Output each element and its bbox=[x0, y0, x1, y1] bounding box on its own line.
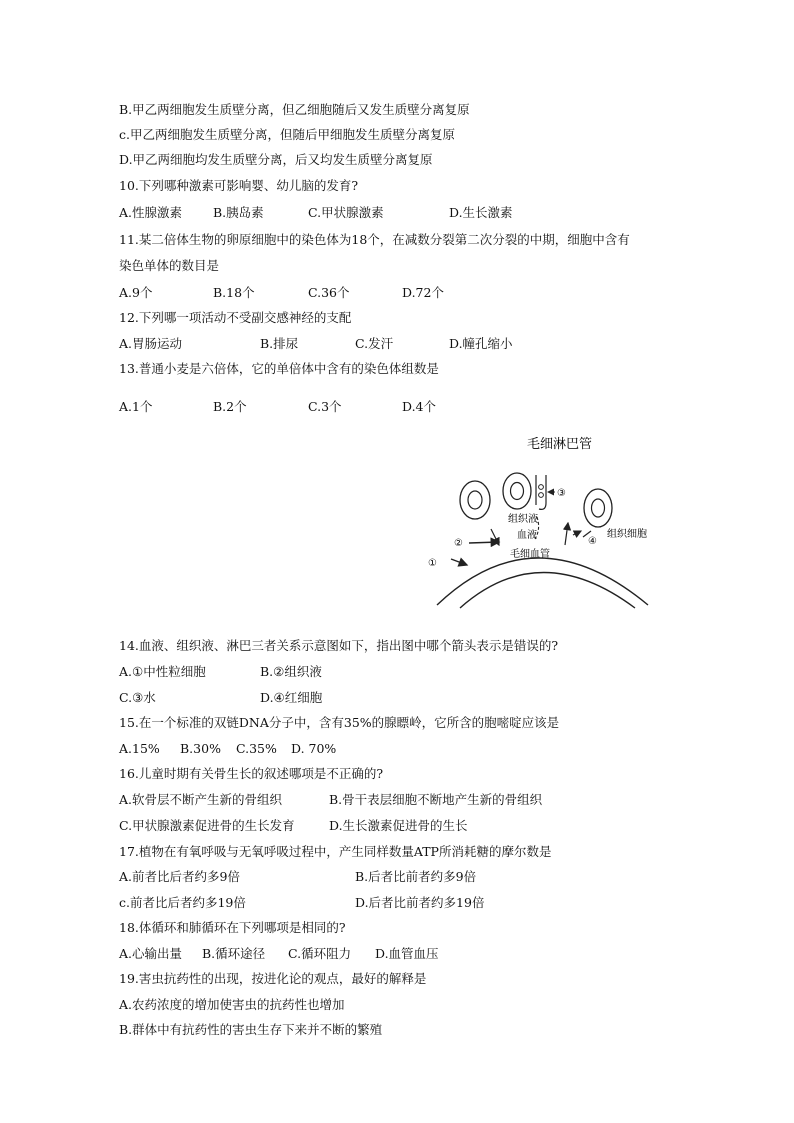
q9-option-b: B.甲乙两细胞发生质壁分离，但乙细胞随后又发生质壁分离复原 bbox=[119, 102, 470, 117]
q19-stem: 19.害虫抗药性的出现，按进化论的观点，最好的解释是 bbox=[119, 971, 427, 986]
q18-option-c: C.循环阻力 bbox=[288, 946, 352, 961]
q15-stem: 15.在一个标准的双链DNA分子中，含有35%的腺瞟岭，它所含的胞嘧啶应该是 bbox=[119, 715, 560, 730]
q17-option-d: D.后者比前者约多19倍 bbox=[355, 895, 485, 910]
q13-option-c: C.3个 bbox=[308, 399, 342, 414]
q14-option-a: A.①中性粒细胞 bbox=[119, 664, 206, 679]
q18-stem: 18.体循环和肺循环在下列哪项是相同的? bbox=[119, 920, 346, 935]
q14-option-b: B.②组织液 bbox=[260, 664, 322, 679]
q11-option-d: D.72个 bbox=[402, 285, 444, 300]
q18-option-b: B.循环途径 bbox=[202, 946, 266, 961]
q16-option-a: A.软骨层不断产生新的骨组织 bbox=[119, 792, 283, 807]
label-n2: ② bbox=[454, 538, 463, 549]
q16-stem: 16.儿童时期有关骨生长的叙述哪项是不正确的? bbox=[119, 766, 384, 781]
q10-option-a: A.性腺激素 bbox=[119, 205, 183, 220]
q13-option-b: B.2个 bbox=[213, 399, 247, 414]
q12-stem: 12.下列哪一项活动不受副交感神经的支配 bbox=[119, 310, 352, 325]
arrow-4 bbox=[565, 523, 568, 545]
arrow-2 bbox=[469, 542, 499, 543]
q17-stem: 17.植物在有氧呼吸与无氧呼吸过程中，产生同样数量ATP所消耗糖的摩尔数是 bbox=[119, 844, 552, 859]
q10-stem: 10.下列哪种激素可影响婴、幼儿脑的发育? bbox=[119, 178, 359, 193]
q15-option-d: D. 70% bbox=[291, 741, 337, 756]
q10-option-d: D.生长激素 bbox=[449, 205, 513, 220]
q17-option-a: A.前者比后者约多9倍 bbox=[119, 869, 240, 884]
q13-stem: 13.普通小麦是六倍体，它的单倍体中含有的染色体组数是 bbox=[119, 361, 439, 376]
q17-option-b: B.后者比前者约多9倍 bbox=[355, 869, 477, 884]
label-tissue-cell: 组织细胞 bbox=[607, 529, 647, 540]
figure-title: 毛细淋巴管 bbox=[527, 437, 593, 452]
q9-option-c: c.甲乙两细胞发生质壁分离，但随后甲细胞发生质壁分离复原 bbox=[119, 127, 455, 142]
tissue-cell-3 bbox=[584, 489, 612, 527]
q11-option-a: A.9个 bbox=[119, 285, 153, 300]
q14-option-c: C.③水 bbox=[119, 690, 156, 705]
label-capillary: 毛细血管 bbox=[510, 549, 550, 560]
q14-stem: 14.血液、组织液、淋巴三者关系示意图如下，指出图中哪个箭头表示是错误的? bbox=[119, 638, 559, 653]
q11-stem-cont: 染色单体的数目是 bbox=[119, 258, 220, 273]
q15-option-b: B.30% bbox=[180, 741, 221, 756]
q10-option-c: C.甲状腺激素 bbox=[308, 205, 384, 220]
q15-option-c: C.35% bbox=[236, 741, 277, 756]
q9-option-d: D.甲乙两细胞均发生质壁分离，后又均发生质壁分离复原 bbox=[119, 152, 433, 167]
q12-option-d: D.幢孔缩小 bbox=[449, 336, 513, 351]
q15-option-a: A.15% bbox=[119, 741, 160, 756]
label-n4: ④ bbox=[588, 536, 597, 547]
label-n1: ① bbox=[428, 558, 437, 569]
label-n3: ③ bbox=[557, 488, 566, 499]
q12-option-c: C.发汗 bbox=[355, 336, 394, 351]
arrow-1 bbox=[451, 559, 467, 565]
q16-option-c: C.甲状腺激素促进骨的生长发育 bbox=[119, 818, 295, 833]
q19-option-a: A.农药浓度的增加使害虫的抗药性也增加 bbox=[119, 997, 345, 1012]
tissue-cell-2 bbox=[503, 473, 531, 509]
q16-option-b: B.骨干表层细胞不断地产生新的骨组织 bbox=[329, 792, 543, 807]
capillary-outer-wall bbox=[437, 558, 648, 605]
q19-option-b: B.群体中有抗药性的害虫生存下来并不断的繁殖 bbox=[119, 1022, 383, 1037]
q11-stem: 11.某二倍体生物的卵原细胞中的染色体为18个，在减数分裂第二次分裂的中期，细胞中含有 bbox=[119, 232, 630, 247]
blood-lymph-diagram bbox=[415, 425, 665, 610]
q12-option-b: B.排尿 bbox=[260, 336, 299, 351]
q13-option-a: A.1个 bbox=[119, 399, 153, 414]
label-tissue-fluid: 组织液 bbox=[508, 514, 538, 525]
q17-option-c: c.前者比后者约多19倍 bbox=[119, 895, 246, 910]
q11-option-c: C.36个 bbox=[308, 285, 350, 300]
q10-option-b: B.胰岛素 bbox=[213, 205, 264, 220]
q13-option-d: D.4个 bbox=[402, 399, 437, 414]
tissue-cell-1 bbox=[460, 481, 490, 519]
q12-option-a: A.胃肠运动 bbox=[119, 336, 183, 351]
q18-option-d: D.血管血压 bbox=[375, 946, 439, 961]
q18-option-a: A.心输出量 bbox=[119, 946, 183, 961]
q14-option-d: D.④红细胞 bbox=[260, 690, 323, 705]
q11-option-b: B.18个 bbox=[213, 285, 255, 300]
label-blood: 血液 bbox=[517, 530, 537, 541]
q16-option-d: D.生长激素促进骨的生长 bbox=[329, 818, 468, 833]
